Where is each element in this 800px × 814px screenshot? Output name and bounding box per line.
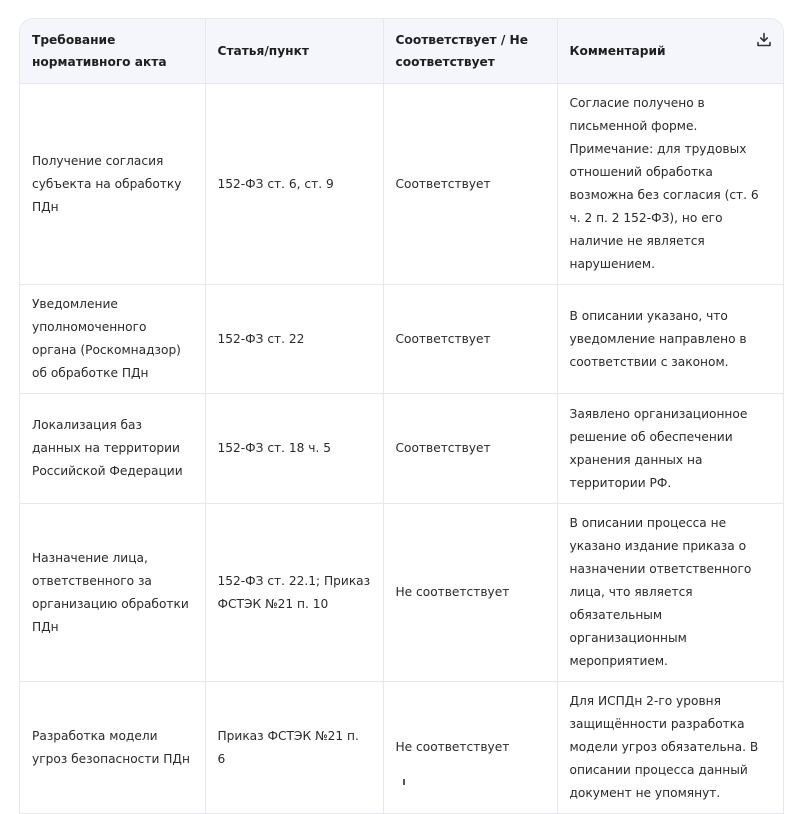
header-article: Статья/пункт [205, 19, 383, 84]
cell-requirement: Уведомление уполномоченного органа (Роскомнадзор) об обработке ПДн [20, 285, 205, 394]
cell-comment: В описании указано, что уведомление направлено в соответствии с законом. [557, 285, 783, 394]
scroll-down-handle[interactable] [389, 772, 419, 800]
header-comment-label: Комментарий [569, 44, 666, 58]
header-requirement: Требование нормативного акта [20, 19, 205, 84]
cell-requirement: Назначение лица, ответственного за организацию обработки ПДн [20, 504, 205, 682]
cell-article: 152-ФЗ ст. 22.1; Приказ ФСТЭК №21 п. 10 [205, 504, 383, 682]
cell-status: Не соответствует [383, 682, 557, 814]
cell-requirement: Локализация баз данных на территории Российской Федерации [20, 394, 205, 504]
cell-status: Соответствует [383, 285, 557, 394]
cell-requirement: Получение согласия субъекта на обработку ПДн [20, 84, 205, 285]
cell-comment: Заявлено организационное решение об обеспечении хранения данных на территории РФ. [557, 394, 783, 504]
cell-article: Приказ ФСТЭК №21 п. 6 [205, 682, 383, 814]
cell-article: 152-ФЗ ст. 6, ст. 9 [205, 84, 383, 285]
cell-status: Не соответствует [383, 504, 557, 682]
table-header-row [20, 19, 783, 84]
cell-article: 152-ФЗ ст. 18 ч. 5 [205, 394, 383, 504]
download-icon[interactable] [755, 31, 773, 49]
table-row [20, 285, 783, 394]
cell-comment: Для ИСПДн 2-го уровня защищённости разработка модели угроз обязательна. В описании процесса данный документ не упомянут. [557, 682, 783, 814]
cell-requirement: Разработка модели угроз безопасности ПДн [20, 682, 205, 814]
table-row [20, 504, 783, 682]
header-status: Соответствует / Не соответствует [383, 19, 557, 84]
cell-status: Соответствует [383, 394, 557, 504]
cell-status: Соответствует [383, 84, 557, 285]
compliance-table-container [19, 18, 784, 814]
cell-article: 152-ФЗ ст. 22 [205, 285, 383, 394]
cell-comment: В описании процесса не указано издание приказа о назначении ответственного лица, что является обязательным организационным мероприятием. [557, 504, 783, 682]
header-comment [557, 19, 783, 84]
table-row [20, 84, 783, 285]
table-row [20, 394, 783, 504]
compliance-table [20, 19, 783, 814]
scroll-arrow-icon [403, 779, 405, 785]
cell-comment: Согласие получено в письменной форме. Примечание: для трудовых отношений обработка возможна без согласия (ст. 6 ч. 2 п. 2 152-ФЗ), но его наличие не является нарушением. [557, 84, 783, 285]
